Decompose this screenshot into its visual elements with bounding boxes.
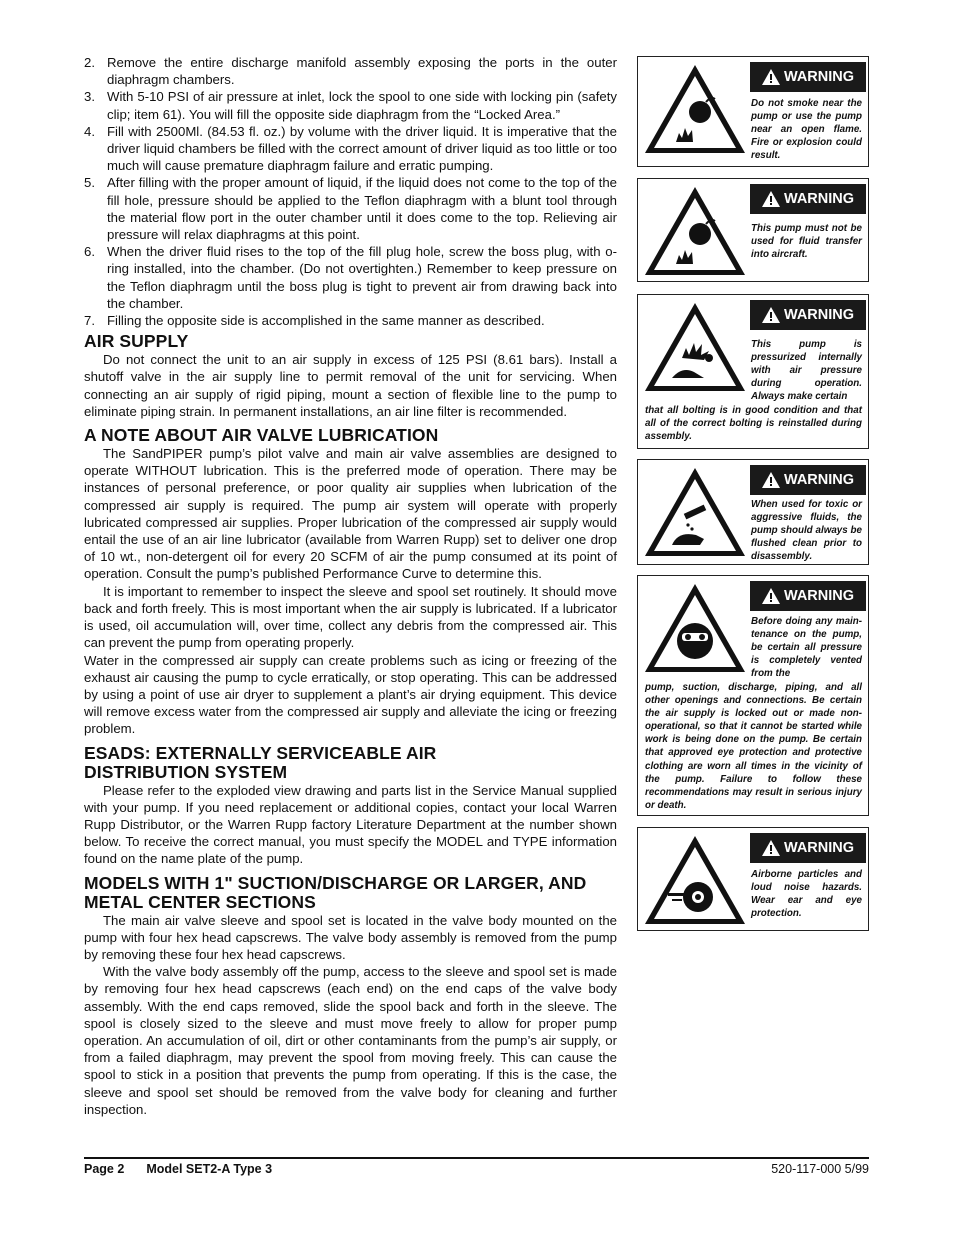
fire-explosion-icon — [642, 184, 748, 278]
warning-header: WARNING — [750, 581, 866, 611]
lubrication-paragraph-1: The SandPIPER pump’s pilot valve and main air valve assemblies are designed to operate WITHOUT lubrication. This is the preferred mode of operation. There may be instances of personal preference, or poor quality air supplies when lubrication of the compressed air supply is required. The pump air system will operate with properly lubricated compressed air supplies. Proper lubrication of the compressed air supply would entail the use of an air line lubricator (available from Warren Rupp) set to deliver one drop of 10 wt., non-detergent oil for every 20 SCFM of air the pump consumed at its point of operation. Consult the pump’s published Performance Curve to determine this. — [84, 446, 617, 582]
footer-rule — [84, 1157, 869, 1159]
warning-triangle-icon — [762, 840, 780, 856]
warning-box-aircraft — [637, 178, 869, 282]
warning-header: WARNING — [750, 465, 866, 495]
list-item: 6. When the driver fluid rises to the top of the fill plug hole, screw the boss plug, with o-ring installed, into the chamber. (Do not overtighten.) Remember to keep pressure on the Teflon diaphragm until the boss plug is tight to prevent air from drawing back into the chamber. — [84, 244, 617, 311]
warning-text-continued: pump, suction, discharge, piping, and all other openings and connections. Be certain the air supply is locked out or made non-operational, so that it cannot be started while work is being done on the pump. Be certain that approved eye protection and protective clothing are worn all times in the vicinity of the pump. Failure to follow these recommendations may result in serious injury or death. — [645, 682, 862, 811]
air-supply-heading: AIR SUPPLY — [84, 331, 189, 352]
warning-box-pressure — [637, 294, 869, 449]
page-number: Page 2 — [84, 1162, 125, 1176]
warning-text: Airborne particles and loud noise hazards. Wear ear and eye protection. — [751, 869, 862, 920]
warning-triangle-icon — [762, 69, 780, 85]
warning-text: This pump is pressurized internally with air pressure during operation. Always make certain — [751, 339, 862, 403]
warning-box-toxic — [637, 459, 869, 565]
lubrication-heading: A NOTE ABOUT AIR VALVE LUBRICATION — [84, 425, 439, 446]
air-supply-paragraph: Do not connect the unit to an air supply in excess of 125 PSI (8.61 bars). Install a shutoff valve in the air supply line to permit removal of the unit for servicing. When connecting an air supply of rigid piping, mount a section of flexible line to the pump to eliminate piping strain. In permanent installations, an air line filter is recommended. — [84, 352, 617, 419]
footer-left — [84, 1162, 272, 1176]
warning-triangle-icon — [762, 472, 780, 488]
ear-eye-protection-icon — [642, 833, 748, 927]
document-number: 520-117-000 5/99 — [771, 1162, 869, 1176]
warning-text: This pump must not be used for fluid transfer into aircraft. — [751, 223, 862, 261]
eye-protection-icon — [642, 581, 748, 675]
warning-header: WARNING — [750, 833, 866, 863]
esads-paragraph: Please refer to the exploded view drawing and parts list in the Service Manual supplied with your pump. If you need replacement or additional copies, contact your local Warren Rupp Distributor, or the Warren Rupp factory Literature Department at the number shown below. To receive the correct manual, you must specify the MODEL and TYPE information found on the name plate of the pump. — [84, 782, 617, 867]
models-paragraph-1: The main air valve sleeve and spool set is located in the valve body mounted on the pump with four hex head capscrews. The valve body assembly is removed from the pump by removing these four hex head capscrews. — [84, 912, 617, 962]
models-heading: MODELS WITH 1" SUCTION/DISCHARGE OR LARGER, AND METAL CENTER SECTIONS — [84, 872, 587, 912]
warning-header: WARNING — [750, 184, 866, 214]
warning-text-continued: that all bolting is in good condition and that all of the correct bolting is reinstalled during assembly. — [645, 405, 862, 443]
list-item: 4. Fill with 2500Ml. (84.53 fl. oz.) by volume with the driver liquid. It is imperative that the driver liquid chambers be filled with the correct amount of driver liquid as too little or too much will cause premature diaphragm failure and erratic pumping. — [84, 123, 617, 174]
list-item: 5. After filling with the proper amount of liquid, if the liquid does not come to the top of the fill hole, pressure should be applied to the Teflon diaphragm with a blunt tool through the material flow port in the outer chamber until it does come to the top. Relieving air pressure will relax diaphragms at this point. — [84, 175, 617, 243]
warning-header: WARNING — [750, 300, 866, 330]
warning-triangle-icon — [762, 307, 780, 323]
list-item: 3. With 5-10 PSI of air pressure at inlet, lock the spool to one side with locking pin (safety clip; item 61). You will fill the opposite side diaphragm from the “Locked Area.” — [84, 89, 617, 122]
list-item: 2. Remove the entire discharge manifold assembly exposing the ports in the outer diaphragm chambers. — [84, 55, 617, 88]
warning-triangle-icon — [762, 191, 780, 207]
warning-box-smoking — [637, 56, 869, 167]
warning-text: Do not smoke near the pump or use the pump near an open flame. Fire or explosion could result. — [751, 98, 862, 162]
list-item: 7. Filling the opposite side is accomplished in the same manner as described. — [84, 313, 545, 329]
warning-box-noise — [637, 827, 869, 931]
warning-triangle-icon — [762, 588, 780, 604]
pressure-burst-icon — [642, 300, 748, 394]
fire-explosion-icon — [642, 62, 748, 156]
warning-text: When used for toxic or aggressive fluids, the pump should always be flushed clean prior to disassembly. — [751, 499, 862, 563]
warning-text: Before doing any main-tenance on the pump, be certain all pressure is completely vented from the — [751, 616, 862, 680]
esads-heading: ESADS: EXTERNALLY SERVICEABLE AIR DISTRIBUTION SYSTEM — [84, 742, 437, 782]
corrosive-hand-icon — [642, 465, 748, 559]
warning-header: WARNING — [750, 62, 866, 92]
lubrication-paragraph-2: It is important to remember to inspect the sleeve and spool set routinely. It should move back and forth freely. This is most important when the air supply is lubricated. If a lubricator is used, oil accumulation will, over time, collect any debris from the compressed air. This can prevent the pump from operating properly. — [84, 583, 617, 651]
main-column — [84, 54, 617, 1118]
model-label: Model SET2-A Type 3 — [146, 1162, 273, 1176]
warning-box-maintenance — [637, 575, 869, 816]
lubrication-paragraph-3: Water in the compressed air supply can create problems such as icing or freezing of the exhaust air causing the pump to cycle erratically, or stop operating. This can be addressed by using a point of use air dryer to supplement a plant’s air drying equipment. This device will remove excess water from the compressed air supply and alleviate the icing or freezing problem. — [84, 652, 617, 737]
procedure-steps — [84, 54, 617, 329]
models-paragraph-2: With the valve body assembly off the pump, access to the sleeve and spool set is made by removing four hex head capscrews (each end) on the end caps of the valve body assembly. With the end caps removed, slide the spool back and forth in the sleeve. The spool is closely sized to the sleeve and must move freely to allow for proper pump operation. An accumulation of oil, dirt or other contaminants from the pump’s air supply, or from a failed diaphragm, may prevent the spool from moving freely. This can cause the spool to stick in a position that prevents the pump from operating. If this is the case, the sleeve and spool set should be removed from the valve body for cleaning and further inspection. — [84, 964, 617, 1117]
